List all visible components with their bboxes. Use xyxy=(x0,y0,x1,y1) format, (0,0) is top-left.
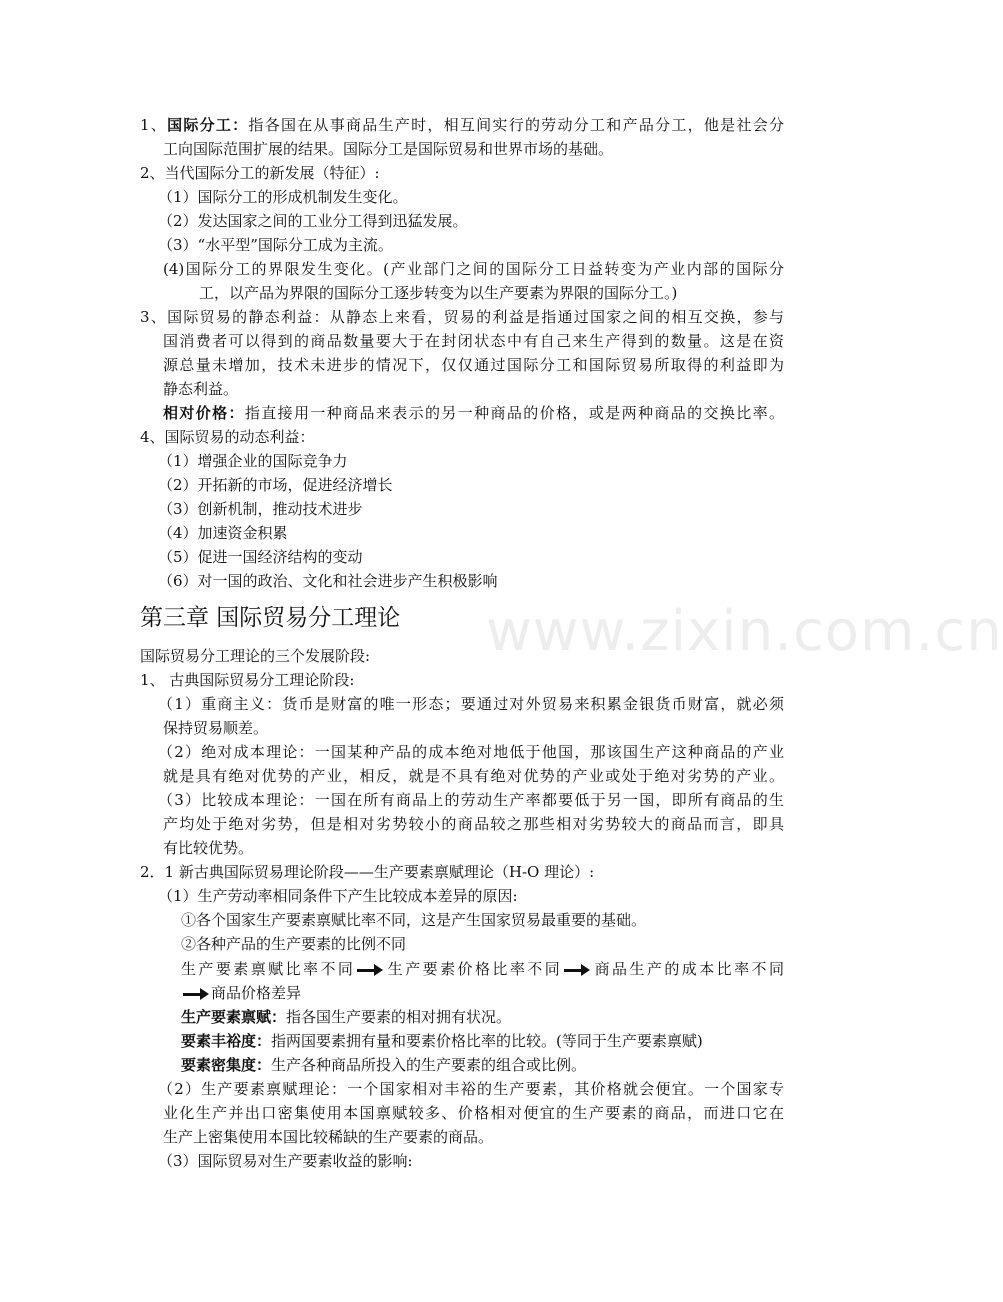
arrow-right-icon xyxy=(183,988,209,1000)
ho-theory-line3: 生产上密集使用本国比较稀缺的生产要素的商品。 xyxy=(163,1128,494,1146)
chain-step-1: 生产要素禀赋比率不同 xyxy=(181,960,356,978)
s2-item-1: （1）国际分工的形成机制发生变化。 xyxy=(158,188,408,206)
chapter-heading: 第三章 国际贸易分工理论 xyxy=(140,605,401,631)
causal-chain-cont xyxy=(181,983,301,1003)
comparative-cost-line1: （3）比较成本理论：一国在所有商品上的劳动生产率都要低于另一国，即所有商品的生 xyxy=(158,791,784,809)
causal-chain xyxy=(181,959,784,979)
trade-effect-heading: （3）国际贸易对生产要素收益的影响: xyxy=(158,1152,413,1170)
cause-1: ①各个国家生产要素禀赋比率不同，这是产生国家贸易最重要的基础。 xyxy=(181,911,647,929)
s4-item-4: （4）加速资金积累 xyxy=(158,524,288,542)
ch3-stage-2: 2．1 新古典国际贸易理论阶段——生产要素禀赋理论（H-O 理论）: xyxy=(140,863,595,881)
cause-2: ②各种产品的生产要素的比例不同 xyxy=(181,935,407,953)
ch3-stage-1: 1、 古典国际贸易分工理论阶段: xyxy=(140,671,355,689)
mercantilism-line1: （1）重商主义：货币是财富的唯一形态；要通过对外贸易来积累金银货币财富，就必须 xyxy=(158,695,784,713)
s3-line2: 国消费者可以得到的商品数量要大于在封闭状态中有自己来生产得到的数量。这是在资 xyxy=(163,332,784,350)
term-relative-price: 相对价格： xyxy=(163,404,245,422)
comparative-cost-line2: 产均处于绝对劣势，但是相对劣势较小的商品较之那些相对劣势较大的商品而言，即具 xyxy=(163,815,784,833)
chain-step-4: 商品价格差异 xyxy=(211,984,302,1002)
s4-item-3: （3）创新机制，推动技术进步 xyxy=(158,500,363,518)
arrow-right-icon xyxy=(357,964,383,976)
absolute-cost-line1: （2）绝对成本理论：一国某种产品的成本绝对地低于他国，那该国生产这种商品的产业 xyxy=(158,743,784,761)
ch3-intro: 国际贸易分工理论的三个发展阶段: xyxy=(140,647,371,665)
s2-item-4-cont: 工，以产品为界限的国际分工逐步转变为以生产要素为界限的国际分工。) xyxy=(199,284,678,302)
absolute-cost-line2: 就是具有绝对优势的产业，相反，就是不具有绝对优势的产业或处于绝对劣势的产业。 xyxy=(163,767,784,785)
s3-line1: 3、国际贸易的静态利益：从静态上来看，贸易的利益是指通过国家之间的相互交换，参与 xyxy=(140,308,784,326)
s2-title: 2、当代国际分工的新发展（特征）: xyxy=(140,164,380,182)
s4-item-5: （5）促进一国经济结构的变动 xyxy=(158,548,363,566)
def-factor-intensity: 要素密集度：生产各种商品所投入的生产要素的组合或比例。 xyxy=(181,1056,587,1074)
term-international-division: 国际分工： xyxy=(167,116,249,134)
mercantilism-line2: 保持贸易顺差。 xyxy=(163,719,269,737)
s3-line4: 静态利益。 xyxy=(163,380,239,398)
def-factor-abundance: 要素丰裕度：指两国要素拥有量和要素价格比率的比较。(等同于生产要素禀赋) xyxy=(181,1032,703,1050)
s2-item-3: （3）“水平型”国际分工成为主流。 xyxy=(158,236,393,254)
s1-line2: 工向国际范围扩展的结果。国际分工是国际贸易和世界市场的基础。 xyxy=(163,140,614,158)
arrow-right-icon xyxy=(564,964,590,976)
s2-item-2: （2）发达国家之间的工业分工得到迅猛发展。 xyxy=(158,212,468,230)
s4-item-1: （1）增强企业的国际竞争力 xyxy=(158,452,348,470)
s2-item-4: (4)国际分工的界限发生变化。(产业部门之间的国际分工日益转变为产业内部的国际分 xyxy=(163,260,784,278)
s4-item-6: （6）对一国的政治、文化和社会进步产生积极影响 xyxy=(158,572,498,590)
s1-line1: 1、国际分工：指各国在从事商品生产时，相互间实行的劳动分工和产品分工，他是社会分 xyxy=(140,116,784,134)
s3-line3: 源总量未增加，技术未进步的情况下，仅仅通过国际分工和国际贸易所取得的利益即为 xyxy=(163,356,784,374)
cause-heading: （1）生产劳动率相同条件下产生比较成本差异的原因: xyxy=(158,887,518,905)
ho-theory-line1: （2）生产要素禀赋理论：一个国家相对丰裕的生产要素，其价格就会便宜。一个国家专 xyxy=(158,1080,784,1098)
s3-relative-price: 相对价格：指直接用一种商品来表示的另一种商品的价格，或是两种商品的交换比率。 xyxy=(163,404,784,422)
s4-item-2: （2）开拓新的市场，促进经济增长 xyxy=(158,476,393,494)
def-factor-endowment: 生产要素禀赋：指各国生产要素的相对拥有状况。 xyxy=(181,1008,512,1026)
comparative-cost-line3: 有比较优势。 xyxy=(163,839,254,857)
s4-title: 4、国际贸易的动态利益： xyxy=(140,428,315,446)
watermark: www.zixin.com.cn xyxy=(486,599,1003,664)
chain-step-2: 生产要素价格比率不同 xyxy=(385,960,563,978)
ho-theory-line2: 业化生产并出口密集使用本国禀赋较多、价格相对便宜的生产要素的商品，而进口它在 xyxy=(163,1104,784,1122)
chain-step-3: 商品生产的成本比率不同 xyxy=(592,960,784,978)
